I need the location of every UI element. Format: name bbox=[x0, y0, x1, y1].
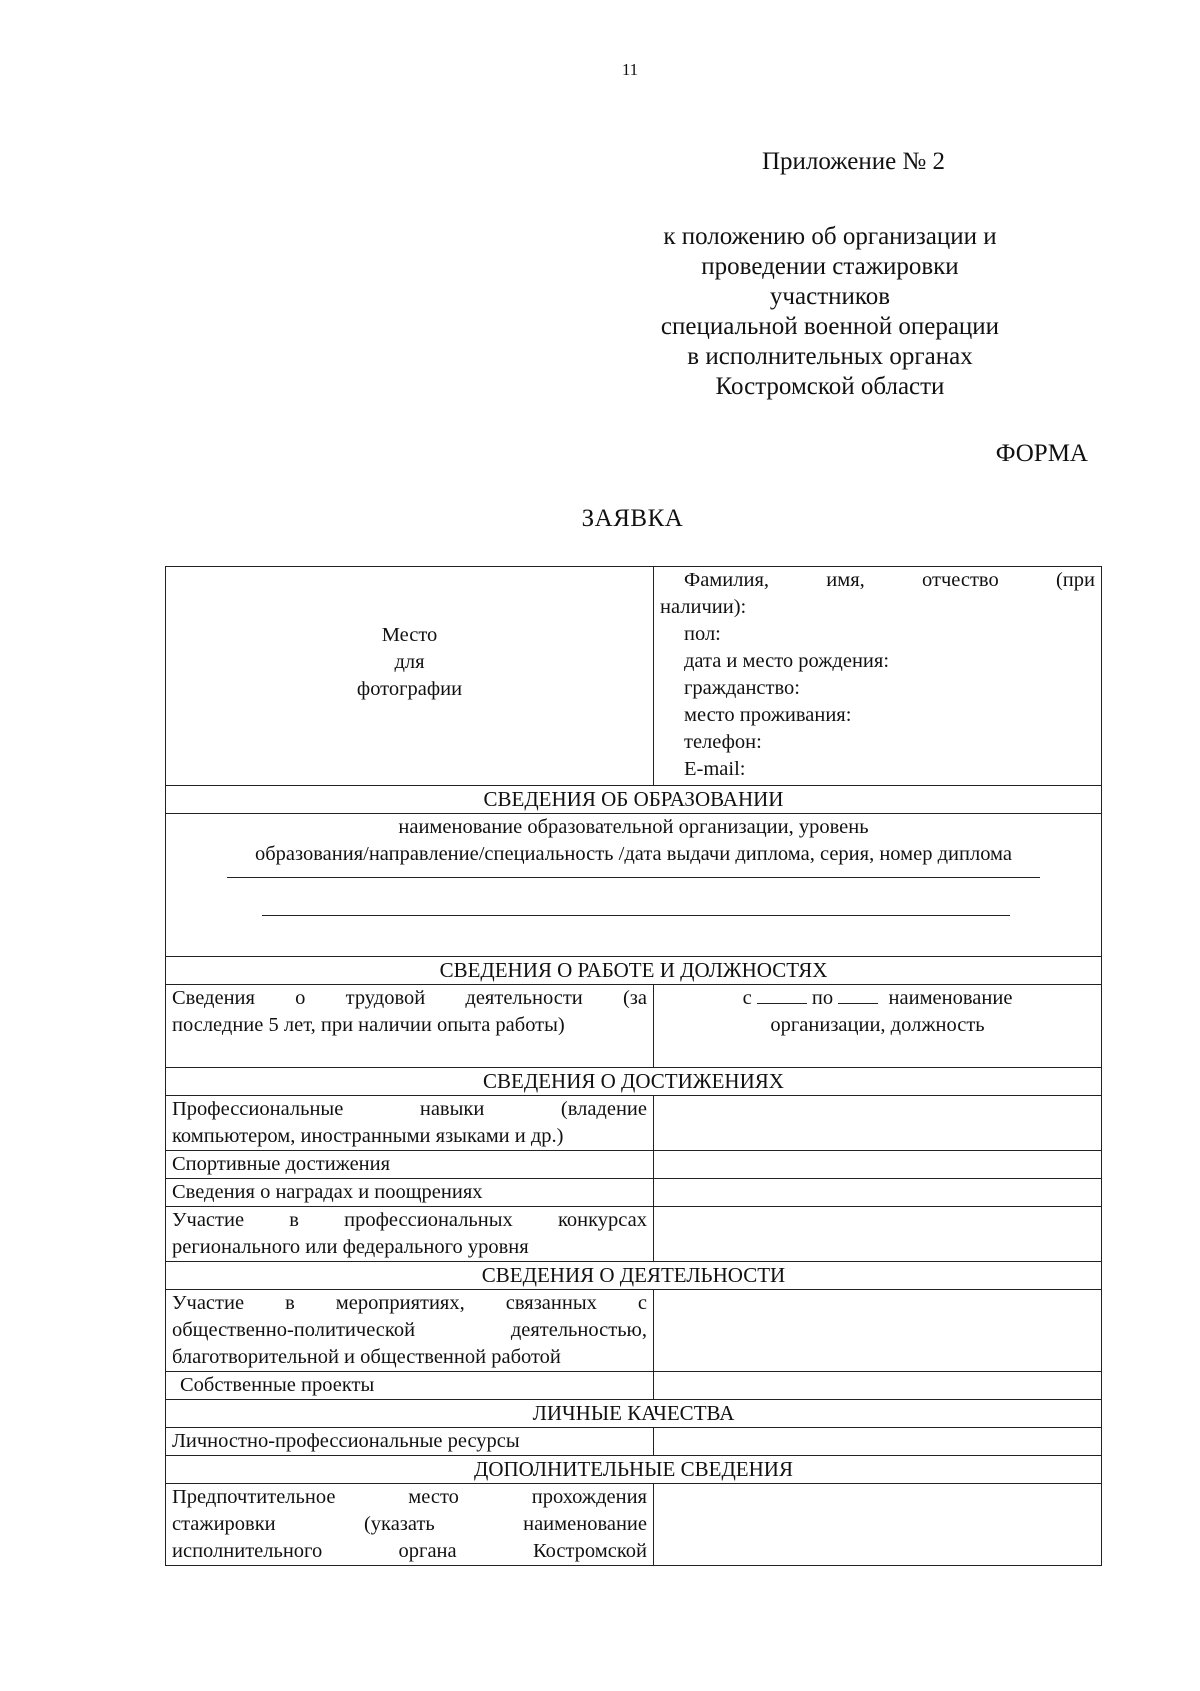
photo-placeholder bbox=[166, 567, 654, 786]
work-period-cell bbox=[654, 985, 1102, 1068]
work-history-line: последние 5 лет, при наличии опыта работы) bbox=[172, 1014, 565, 1036]
period-to-blank bbox=[838, 985, 878, 1004]
form-label: ФОРМА bbox=[995, 440, 1088, 467]
email-label: E-mail: bbox=[684, 758, 746, 780]
education-cell bbox=[166, 814, 1102, 957]
education-heading: СВЕДЕНИЯ ОБ ОБРАЗОВАНИИ bbox=[166, 786, 1102, 814]
work-history-line: Сведения о трудовой деятельности (за bbox=[172, 987, 647, 1009]
contests-line: регионального или федерального уровня bbox=[172, 1236, 529, 1258]
photo-label-line: Место bbox=[381, 624, 438, 646]
document-title: ЗАЯВКА bbox=[581, 505, 684, 532]
phone-label: телефон: bbox=[684, 731, 762, 753]
education-blank-line bbox=[262, 914, 1010, 916]
period-from-label: с bbox=[742, 987, 752, 1009]
period-name-label: наименование bbox=[888, 987, 1013, 1009]
awards-value[interactable] bbox=[654, 1179, 1102, 1207]
page-number: 11 bbox=[621, 60, 639, 79]
skills-line: Профессиональные навыки (владение bbox=[172, 1098, 647, 1120]
skills-label bbox=[166, 1096, 654, 1151]
work-heading: СВЕДЕНИЯ О РАБОТЕ И ДОЛЖНОСТЯХ bbox=[166, 957, 1102, 985]
achievements-heading: СВЕДЕНИЯ О ДОСТИЖЕНИЯХ bbox=[166, 1068, 1102, 1096]
appendix-subtitle-line: в исполнительных органах bbox=[687, 343, 973, 370]
photo-label-line: фотографии bbox=[356, 678, 463, 700]
photo-label-line: для bbox=[394, 651, 425, 673]
appendix-subtitle-line: проведении стажировки участников bbox=[701, 253, 959, 310]
application-form-table bbox=[165, 566, 1102, 1566]
period-to-label: по bbox=[811, 987, 834, 1009]
skills-line: компьютером, иностранными языками и др.) bbox=[172, 1125, 564, 1147]
resources-value[interactable] bbox=[654, 1428, 1102, 1456]
additional-heading: ДОПОЛНИТЕЛЬНЫЕ СВЕДЕНИЯ bbox=[166, 1456, 1102, 1484]
citizenship-label: гражданство: bbox=[684, 677, 800, 699]
sports-label: Спортивные достижения bbox=[166, 1151, 654, 1179]
contests-value[interactable] bbox=[654, 1207, 1102, 1262]
birth-label: дата и место рождения: bbox=[684, 650, 890, 672]
appendix-subtitle-line: к положению об организации и bbox=[663, 223, 997, 250]
preferred-place-value[interactable] bbox=[654, 1484, 1102, 1566]
work-period-line: организации, должность bbox=[770, 1014, 985, 1036]
residence-label: место проживания: bbox=[684, 704, 852, 726]
events-line: Участие в мероприятиях, связанных с bbox=[172, 1292, 647, 1314]
fio-label: Фамилия, имя, отчество (при bbox=[684, 569, 1095, 591]
contests-label bbox=[166, 1207, 654, 1262]
projects-value[interactable] bbox=[654, 1372, 1102, 1400]
resources-label: Личностно-профессиональные ресурсы bbox=[166, 1428, 654, 1456]
preferred-place-line: исполнительного органа Костромской bbox=[172, 1540, 647, 1562]
appendix-subtitle bbox=[640, 222, 1020, 402]
events-line: благотворительной и общественной работой bbox=[172, 1346, 561, 1368]
preferred-place-line: Предпочтительное место прохождения bbox=[172, 1486, 647, 1508]
work-history-label bbox=[166, 985, 654, 1068]
appendix-title: Приложение № 2 bbox=[762, 148, 946, 175]
events-value[interactable] bbox=[654, 1290, 1102, 1372]
education-line: наименование образовательной организации, уровень bbox=[398, 816, 869, 838]
personal-qualities-heading: ЛИЧНЫЕ КАЧЕСТВА bbox=[166, 1400, 1102, 1428]
appendix-subtitle-line: специальной военной операции bbox=[660, 313, 1000, 340]
preferred-place-line: стажировки (указать наименование bbox=[172, 1513, 647, 1535]
preferred-place-label bbox=[166, 1484, 654, 1566]
skills-value[interactable] bbox=[654, 1096, 1102, 1151]
awards-label: Сведения о наградах и поощрениях bbox=[166, 1179, 654, 1207]
photo-and-personal-row bbox=[166, 567, 1102, 786]
sports-value[interactable] bbox=[654, 1151, 1102, 1179]
personal-data-cell bbox=[654, 567, 1102, 786]
education-line: образования/направление/специальность /дата выдачи диплома, серия, номер диплома bbox=[254, 843, 1012, 865]
education-blank-line bbox=[227, 876, 1040, 878]
projects-label: Собственные проекты bbox=[166, 1372, 654, 1400]
gender-label: пол: bbox=[684, 623, 721, 645]
contests-line: Участие в профессиональных конкурсах bbox=[172, 1209, 647, 1231]
fio-label-continued: наличии): bbox=[660, 596, 747, 618]
work-period-line bbox=[660, 985, 1095, 1012]
period-from-blank bbox=[757, 985, 807, 1004]
events-line: общественно-политической деятельностью, bbox=[172, 1319, 647, 1341]
activity-heading: СВЕДЕНИЯ О ДЕЯТЕЛЬНОСТИ bbox=[166, 1262, 1102, 1290]
appendix-subtitle-line: Костромской области bbox=[715, 373, 945, 400]
events-label bbox=[166, 1290, 654, 1372]
